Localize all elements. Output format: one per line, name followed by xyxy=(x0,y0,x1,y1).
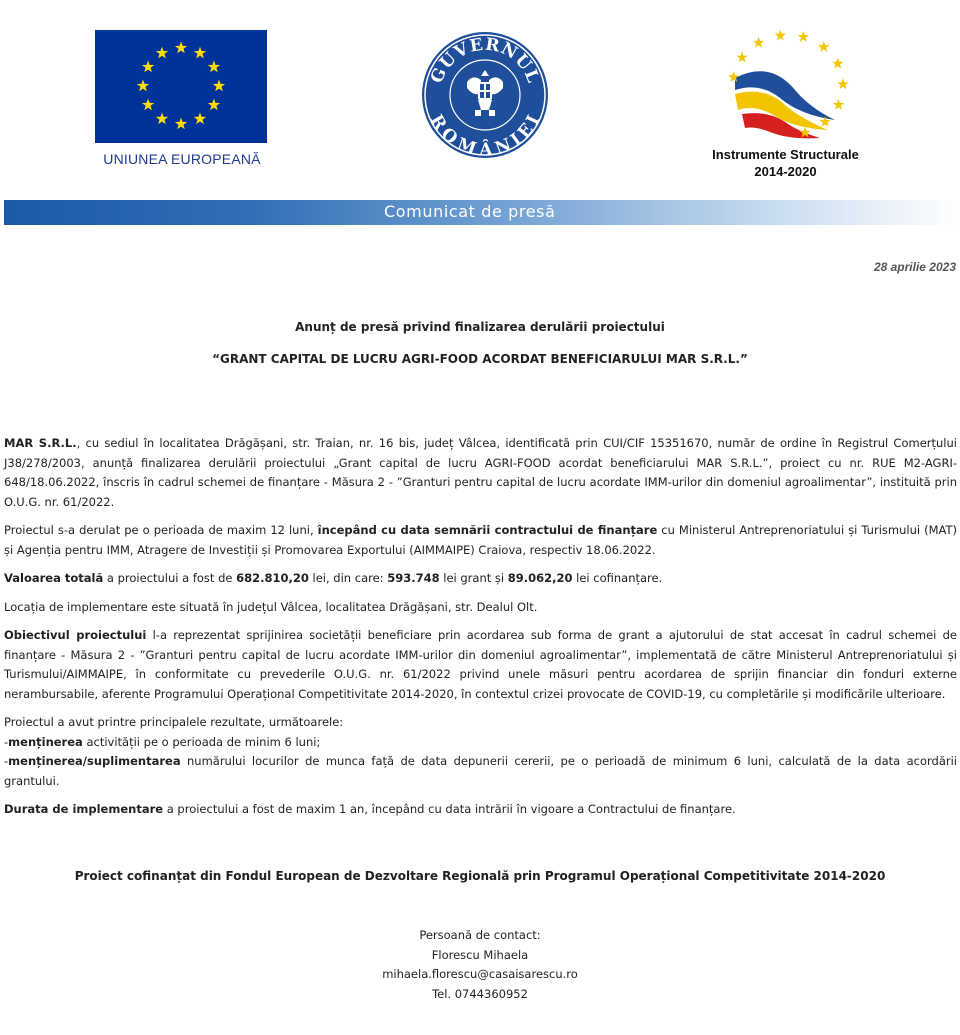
beneficiary-name: MAR S.R.L. xyxy=(4,436,77,450)
paragraph-results: Proiectul a avut printre principalele rezultate, următoarele: -menținerea activității pe o perioada de minim 6 luni; -menținerea/suplimentarea numărului locurilor de munca față de data depunerii cererii, pe o perioadă de minimum 6 luni, calculată de la data acordării grantului. xyxy=(4,715,957,788)
paragraph-location: Locația de implementare este situată în județul Vâlcea, localitatea Drăgășani, str. Dealul Olt. xyxy=(4,599,538,614)
is-star-icon xyxy=(753,37,764,48)
grant-value: 593.748 xyxy=(387,571,440,585)
is-star-icon xyxy=(818,41,829,52)
is-star-icon xyxy=(736,52,747,63)
contact-phone: Tel. 0744360952 xyxy=(432,986,528,1001)
paragraph-beneficiary: MAR S.R.L., cu sediul în localitatea Drăgășani, str. Traian, nr. 16 bis, județ Vâlcea, identificată prin CUI/CIF 15351670, număr de ordine în Registrul Comerțului J38/278/2003, anunță finalizarea derulării proiectului „Grant capital de lucru AGRI-FOOD acordat beneficiarului MAR S.R.L.”, proiect cu nr. RUE M2-AGRI-648/18.06.2022, înscris în cadrul schemei de finanțare - Măsura 2 - ”Granturi pentru capital de lucru acordate IMM-urilor din domeniul agroalimentar”, instituită prin O.U.G. nr. 61/2022. xyxy=(4,436,957,509)
contact-block xyxy=(0,926,960,1004)
paragraph-total-value: Valoarea totală a proiectului a fost de 682.810,20 lei, din care: 593.748 lei grant și 89.062,20 lei cofinanțare. xyxy=(4,571,663,585)
headline-title: Anunț de presă privind finalizarea derulării proiectului xyxy=(295,320,665,334)
is-star-icon xyxy=(775,30,786,41)
is-star-icon xyxy=(833,99,844,110)
eu-logo xyxy=(95,30,269,168)
paragraph-duration: Proiectul s-a derulat pe o perioada de maxim 12 luni, începând cu data semnării contractului de finanțare cu Ministerul Antreprenoriatului și Turismului (MAT) și Agenția pentru IMM, Atragere de Investiții și Promovarea Exportului (AIMMAIPE) Craiova, respectiv 18.06.2022. xyxy=(4,523,957,557)
eu-label: UNIUNEA EUROPEANĂ xyxy=(103,151,261,167)
government-seal-icon xyxy=(420,30,550,160)
contact-label: Persoană de contact: xyxy=(419,928,541,942)
seal-bottom-text: ROMÂNIEI xyxy=(425,111,545,160)
headline-project-name: “GRANT CAPITAL DE LUCRU AGRI-FOOD ACORDAT BENEFICIARULUI MAR S.R.L.” xyxy=(212,352,748,366)
eu-flag-icon xyxy=(95,30,267,143)
government-seal xyxy=(420,30,550,160)
banner-title: Comunicat de presă xyxy=(384,202,556,221)
structural-instruments-years: 2014-2020 xyxy=(754,164,817,179)
contact-name: Florescu Mihaela xyxy=(431,947,529,962)
paragraph-implementation: Durata de implementare a proiectului a fost de maxim 1 an, începând cu data intrării în vigoare a Contractului de finanțare. xyxy=(4,802,736,816)
structural-instruments-icon xyxy=(700,20,880,145)
press-release-banner xyxy=(4,200,960,225)
cofinancing-note: Proiect cofinanțat din Fondul European de Dezvoltare Regională prin Programul Operațional Competitivitate 2014-2020 xyxy=(74,869,886,883)
structural-instruments-label: Instrumente Structurale xyxy=(712,147,859,162)
is-star-icon xyxy=(837,78,848,89)
total-value: 682.810,20 xyxy=(236,571,309,585)
logo-header xyxy=(0,0,960,195)
is-star-icon xyxy=(798,31,809,42)
seal-top-text: GUVERNUL xyxy=(426,34,544,87)
press-release-body xyxy=(4,434,957,829)
contact-email[interactable]: mihaela.florescu@casaisarescu.ro xyxy=(382,967,578,981)
release-date: 28 aprilie 2023 xyxy=(873,260,956,274)
cofinancing-value: 89.062,20 xyxy=(507,571,573,585)
structural-instruments-logo xyxy=(700,20,880,185)
paragraph-objective: Obiectivul proiectului l-a reprezentat sprijinirea societății beneficiare prin acordarea sub forma de grant a ajutorului de stat accesat în cadrul schemei de finanțare - Măsura 2 - ”Granturi pentru capital de lucru acordate IMM-urilor din domeniul agroalimentar”, implementată de către Ministerul Antreprenoriatului și Turismului/AIMMAIPE, în conformitate cu prevederile O.U.G. nr. 61/2022 privind unele măsuri pentru acordarea de sprijin financiar din fonduri externe nerambursabile, aferente Programului Operațional Competitivitate 2014-2020, în contextul crizei provocate de COVID-19, cu completările și modificările ulterioare. xyxy=(4,628,957,701)
is-star-icon xyxy=(832,58,843,69)
